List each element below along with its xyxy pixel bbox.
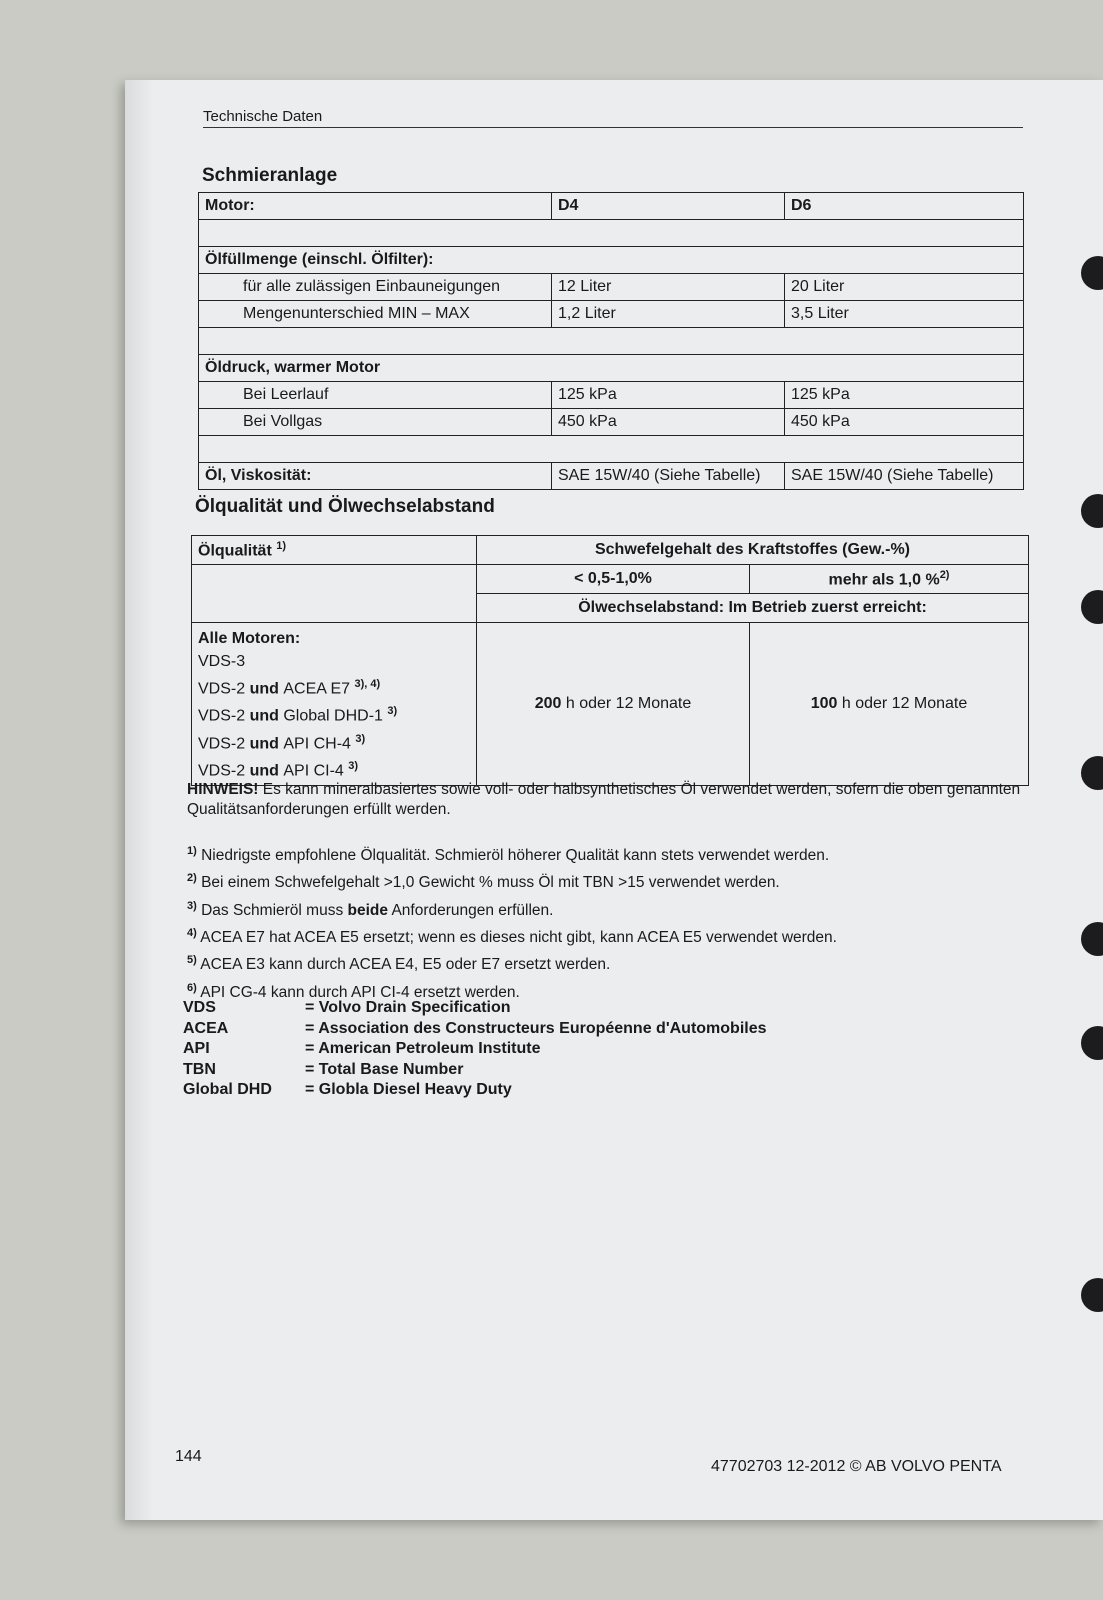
oelfuellmenge-label: Ölfüllmenge (einschl. Ölfilter): [199,247,1024,274]
row-label: Mengenunterschied MIN – MAX [199,301,552,328]
list-item: VDS-3 [198,653,246,670]
row-label: Bei Leerlauf [199,382,552,409]
document-reference: 47702703 12-2012 © AB VOLVO PENTA [711,1458,1002,1475]
sulfur-content-header: Schwefelgehalt des Kraftstoffes (Gew.-%) [477,536,1029,565]
all-engines-label: Alle Motoren: [198,630,301,647]
page-edge-shadow [125,80,153,1520]
binder-hole [1081,590,1103,624]
binder-hole [1081,1278,1103,1312]
binder-hole [1081,256,1103,290]
motor-label: Motor: [199,193,552,220]
section-title-oelqualitaet: Ölqualität und Ölwechselabstand [195,496,495,517]
spacer-row [199,436,1024,463]
col-d6-header: D6 [785,193,1024,220]
list-item: VDS-2 und API CH-4 $^{3)}$ [198,732,366,752]
binder-hole [1081,1026,1103,1060]
binder-hole [1081,756,1103,790]
list-item: VDS = Volvo Drain Specification [183,999,511,1016]
d6-value: 450 kPa [785,409,1024,436]
oil-spec-list [192,623,477,786]
page-number: 144 [175,1448,202,1465]
table-row [199,274,1024,301]
table-row [199,463,1024,490]
binder-hole [1081,494,1103,528]
footnote: $^{1)}$ Niedrigste empfohlene Ölqualität. Schmieröl höherer Qualität kann stets verwendet werden. [187,845,830,865]
list-item: VDS-2 und ACEA E7 $^{3), 4)}$ [198,678,381,698]
list-item: API = American Petroleum Institute [183,1040,541,1057]
binder-hole [1081,922,1103,956]
footnote: $^{3)}$ Das Schmieröl muss beide Anforderungen erfüllen. [187,899,554,919]
list-item: TBN = Total Base Number [183,1060,464,1078]
d4-value: 1,2 Liter [552,301,785,328]
col-low-sulfur: < 0,5-1,0% [477,565,750,594]
table-row [199,301,1024,328]
page-header: Technische Daten [203,108,1023,128]
footnotes [187,840,1027,1004]
abbreviation-list [183,998,767,1101]
table-row [199,382,1024,409]
table-row [192,536,1029,565]
footnote: $^{4)}$ ACEA E7 hat ACEA E5 ersetzt; wenn es dieses nicht gibt, kann ACEA E5 verwendet werden. [187,927,837,947]
col-high-sulfur: mehr als 1,0 %$^{2)}$ [750,565,1029,594]
d4-value: 12 Liter [552,274,785,301]
section-title-schmieranlage: Schmieranlage [202,165,338,186]
table-row [199,247,1024,274]
footnote: $^{5)}$ ACEA E3 kann durch ACEA E4, E5 oder E7 ersetzt werden. [187,954,611,974]
table-row [192,623,1029,786]
document-page [125,80,1103,1520]
oelqualitaet-header: Ölqualität $^{1)}$ [192,536,477,565]
table-row [199,193,1024,220]
d4-value: 125 kPa [552,382,785,409]
empty-cell [192,565,477,623]
interval-header: Ölwechselabstand: Im Betrieb zuerst erreicht: [477,594,1029,623]
spacer-row [199,220,1024,247]
d6-value: 3,5 Liter [785,301,1024,328]
oeldruck-label: Öldruck, warmer Motor [199,355,1024,382]
row-label: Bei Vollgas [199,409,552,436]
table-row [199,409,1024,436]
col-d4-header: D4 [552,193,785,220]
viskositaet-label: Öl, Viskosität: [199,463,552,490]
interval-high-sulfur: 100 h oder 12 Monate [750,623,1029,786]
list-item: VDS-2 und API CI-4 $^{3)}$ [198,759,359,780]
row-label: für alle zulässigen Einbauneigungen [199,274,552,301]
d6-value: 125 kPa [785,382,1024,409]
d4-value: SAE 15W/40 (Siehe Tabelle) [552,463,785,490]
lubrication-spec-table [198,192,1024,490]
list-item: VDS-2 und Global DHD-1 $^{3)}$ [198,705,398,725]
table-row [192,565,1029,594]
list-item: Global DHD = Globla Diesel Heavy Duty [183,1081,512,1098]
footnote: $^{6)}$ API CG-4 kann durch API CI-4 ersetzt werden. [187,981,520,1001]
interval-low-sulfur: 200 h oder 12 Monate [477,623,750,786]
table-row [199,355,1024,382]
footnote: $^{2)}$ Bei einem Schwefelgehalt >1,0 Gewicht % muss Öl mit TBN >15 verwendet werden. [187,872,780,892]
d6-value: 20 Liter [785,274,1024,301]
spacer-row [199,328,1024,355]
d4-value: 450 kPa [552,409,785,436]
list-item: ACEA = Association des Constructeurs Européenne d'Automobiles [183,1019,767,1037]
oil-quality-table [191,535,1029,786]
hinweis-paragraph: HINWEIS! Es kann mineralbasiertes sowie voll- oder halbsynthetisches Öl verwendet werden, sofern die oben genannten Qualitätsanforderungen erfüllt werden. [187,781,1021,818]
d6-value: SAE 15W/40 (Siehe Tabelle) [785,463,1024,490]
